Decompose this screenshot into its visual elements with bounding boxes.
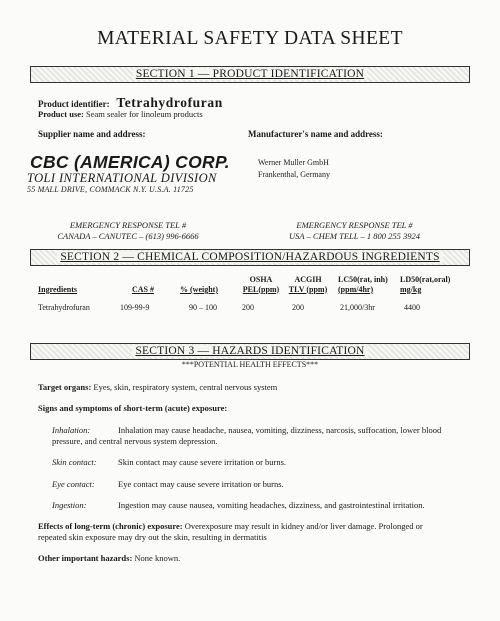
col-acgih-top: ACGIH — [294, 275, 322, 284]
skin-contact-label: Skin contact: — [52, 457, 97, 467]
target-organs-value: Eyes, skin, respiratory system, central nervous system — [93, 382, 278, 392]
section3-heading: SECTION 3 — HAZARDS IDENTIFICATION — [132, 345, 367, 357]
row-weight: 90 – 100 — [189, 303, 217, 312]
product-use-row — [38, 109, 203, 119]
target-organs-label: Target organs: — [38, 382, 92, 392]
emergency-left — [28, 220, 228, 242]
col-acgih — [286, 275, 330, 294]
manufacturer-label: Manufacturer's name and address: — [248, 129, 383, 139]
col-osha-bottom: PEL(ppm) — [242, 284, 280, 294]
product-identifier-value: Tetrahydrofuran — [116, 95, 223, 110]
section2-heading: SECTION 2 — CHEMICAL COMPOSITION/HAZARDOUS INGREDIENTS — [57, 251, 442, 263]
col-osha-top: OSHA — [249, 275, 273, 284]
skin-contact-value: Skin contact may cause severe irritation or burns. — [118, 457, 287, 467]
inhalation-value-line2: pressure, and central nervous system depression. — [52, 436, 218, 446]
other-hazards-value: None known. — [134, 553, 181, 563]
emergency-left-title: EMERGENCY RESPONSE TEL # — [69, 220, 187, 230]
longterm-row — [38, 521, 423, 532]
row-osha: 200 — [242, 303, 254, 312]
supplier-address: 55 MALL DRIVE, COMMACK N.Y. U.S.A. 11725 — [27, 185, 194, 194]
row-ld50: 4400 — [404, 303, 420, 312]
manufacturer-name: Werner Muller GmbH — [258, 158, 329, 167]
inhalation-value-line1: Inhalation may cause headache, nausea, vomiting, dizziness, narcosis, suffocation, lower blood — [118, 425, 442, 435]
row-lc50: 21,000/3hr — [340, 303, 375, 312]
manufacturer-city: Frankenthal, Germany — [258, 170, 330, 179]
col-ld50-bottom: mg/kg — [400, 284, 422, 294]
longterm-value-line2: repeated skin exposure may dry out the skin, resulting in dermatitis — [38, 532, 267, 542]
col-ingredients: Ingredients — [38, 285, 77, 294]
col-cas: CAS # — [132, 285, 155, 294]
eye-contact-label: Eye contact: — [52, 479, 95, 489]
col-ld50 — [400, 275, 466, 294]
longterm-label: Effects of long-term (chronic) exposure: — [38, 521, 183, 531]
eye-contact-value: Eye contact may cause severe irritation or burns. — [118, 479, 284, 489]
other-hazards-label: Other important hazards: — [38, 553, 133, 563]
col-acgih-bottom: TLV (ppm) — [288, 284, 328, 294]
ingestion-label: Ingestion: — [52, 500, 87, 510]
inhalation-value — [118, 425, 473, 436]
row-acgih: 200 — [292, 303, 304, 312]
ingestion-value: Ingestion may cause nausea, vomiting headaches, dizziness, and gastrointestinal irritation. — [118, 500, 425, 510]
target-organs-row — [38, 382, 277, 393]
product-identifier-label: Product identifier: — [38, 99, 110, 109]
signs-label: Signs and symptoms of short-term (acute) exposure: — [38, 403, 228, 413]
emergency-right-title: EMERGENCY RESPONSE TEL # — [296, 220, 413, 230]
supplier-company: CBC (AMERICA) CORP. — [30, 152, 230, 172]
section2-band — [30, 249, 470, 266]
section3-band — [30, 343, 470, 360]
inhalation-label: Inhalation: — [52, 425, 91, 435]
emergency-right — [252, 220, 457, 242]
emergency-right-value: USA – CHEM TELL – 1 800 255 3924 — [289, 231, 420, 241]
product-use-value: Seam sealer for linoleum products — [86, 109, 203, 119]
other-hazards-row — [38, 553, 180, 564]
col-lc50-top: LC50(rat, inh) — [338, 275, 388, 284]
col-ld50-top: LD50(rat,oral) — [400, 275, 451, 284]
section3-subheading: ***POTENTIAL HEALTH EFFECTS*** — [181, 360, 319, 369]
document-title: MATERIAL SAFETY DATA SHEET — [97, 28, 403, 49]
col-osha — [240, 275, 282, 294]
row-ingredient: Tetrahydrofuran — [38, 303, 90, 312]
section1-heading: SECTION 1 — PRODUCT IDENTIFICATION — [133, 68, 367, 80]
supplier-label: Supplier name and address: — [38, 129, 146, 139]
col-lc50-bottom: (ppm/4hr) — [338, 284, 374, 294]
section1-band — [30, 66, 470, 83]
col-weight: % (weight) — [180, 285, 218, 294]
col-lc50 — [338, 275, 398, 294]
row-cas: 109-99-9 — [120, 303, 150, 312]
longterm-value-line1: Overexposure may result in kidney and/or liver damage. Prolonged or — [184, 521, 423, 531]
emergency-left-value: CANADA – CANUTEC – (613) 996-6666 — [57, 231, 199, 241]
supplier-division: TOLI INTERNATIONAL DIVISION — [27, 171, 217, 185]
product-use-label: Product use: — [38, 109, 84, 119]
